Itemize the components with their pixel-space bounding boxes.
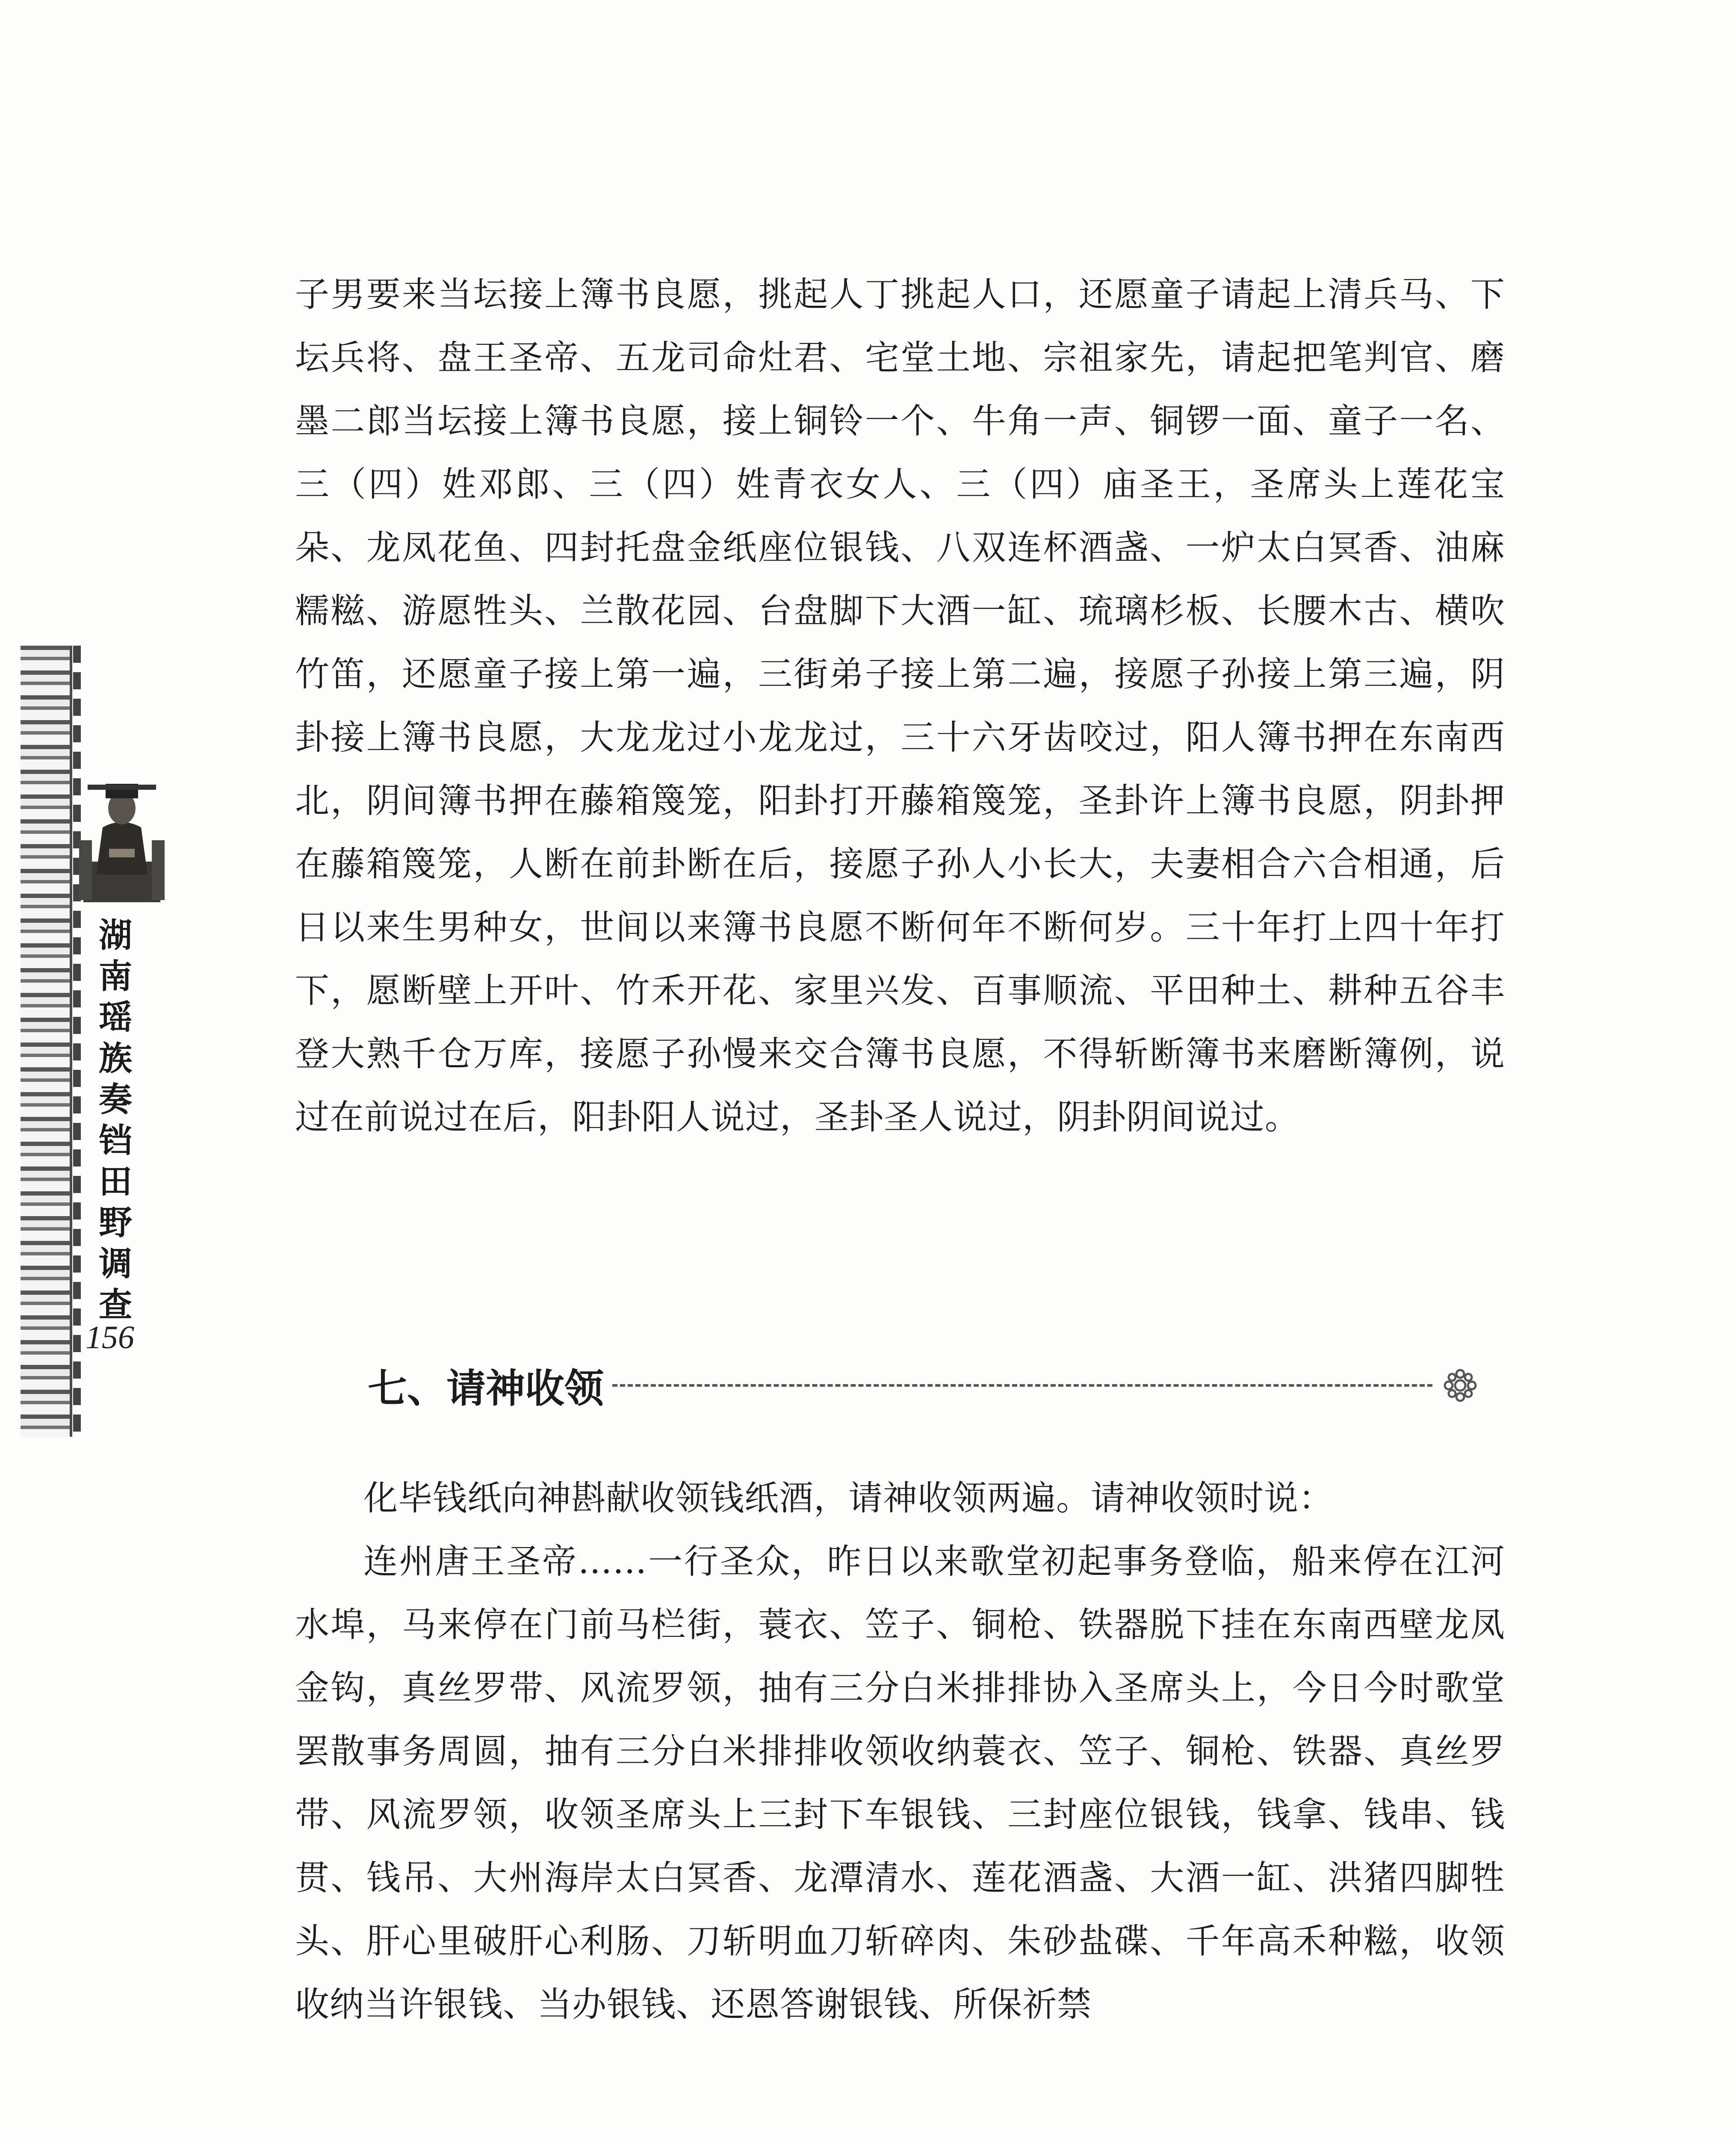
heading-dashed-rule — [612, 1384, 1432, 1387]
paragraph-continuation — [295, 263, 1505, 1149]
section-title: 七、请神收领 — [368, 1366, 604, 1412]
section-body — [295, 1467, 1505, 2036]
seated-deity-statue-icon — [79, 776, 165, 904]
paragraph-chant: 连州唐王圣帝……一行圣众，昨日以来歌堂初起事务登临，船来停在江河水埠，马来停在门前马栏街，蓑衣、笠子、铜枪、铁器脱下挂在东南西壁龙凤金钩，真丝罗带、风流罗领，抽有三分白米排排协入圣席头上，今日今时歌堂罢散事务周圆，抽有三分白米排排收领收纳蓑衣、笠子、铜枪、铁器、真丝罗带、风流罗领，收领圣席头上三封下车银钱、三封座位银钱，钱拿、钱串、钱贯、钱吊、大州海岸太白冥香、龙潭清水、莲花酒盏、大酒一缸、洪猪四脚牲头、肝心里破肝心利肠、刀斩明血刀斩碎肉、朱砂盐碟、千年高禾种糍，收领收纳当许银钱、当办银钱、还恩答谢银钱、所保祈禁 — [295, 1541, 1505, 2024]
paragraph-intro: 化毕钱纸向神斟献收领钱纸酒，请神收领两遍。请神收领时说： — [363, 1478, 1333, 1518]
paragraph-text: 子男要来当坛接上簿书良愿，挑起人丁挑起人口，还愿童子请起上清兵马、下坛兵将、盘王圣帝、五龙司命灶君、宅堂土地、宗祖家先，请起把笔判官、磨墨二郎当坛接上簿书良愿，接上铜铃一个、牛角一声、铜锣一面、童子一名、三（四）姓邓郎、三（四）姓青衣女人、三（四）庙圣王，圣席头上莲花宝朵、龙凤花鱼、四封托盘金纸座位银钱、八双连杯酒盏、一炉太白冥香、油麻糯糍、游愿牲头、兰散花园、台盘脚下大酒一缸、琉璃杉板、长腰木古、横吹竹笛，还愿童子接上第一遍，三街弟子接上第二遍，接愿子孙接上第三遍，阴卦接上簿书良愿，大龙龙过小龙龙过，三十六牙齿咬过，阳人簿书押在东南西北，阴间簿书押在藤箱篾笼，阳卦打开藤箱篾笼，圣卦许上簿书良愿，阴卦押在藤箱篾笼，人断在前卦断在后，接愿子孙人小长大，夫妻相合六合相通，后日以来生男种女，世间以来簿书良愿不断何年不断何岁。三十年打上四十年打下，愿断壁上开叶、竹禾开花、家里兴发、百事顺流、平田种土、耕种五谷丰登大熟千仓万库，接愿子孙慢来交合簿书良愿，不得斩断簿书来磨断簿例，说过在前说过在后，阳卦阳人说过，圣卦圣人说过，阴卦阴间说过。 — [295, 275, 1505, 1137]
decorative-margin-band — [21, 646, 72, 1437]
book-title-vertical: 湖南瑶族奏铛田野调查 — [98, 916, 132, 1324]
page-number: 156 — [86, 1320, 134, 1355]
flower-ornament-icon — [1441, 1366, 1479, 1405]
section-heading — [368, 1355, 1479, 1415]
